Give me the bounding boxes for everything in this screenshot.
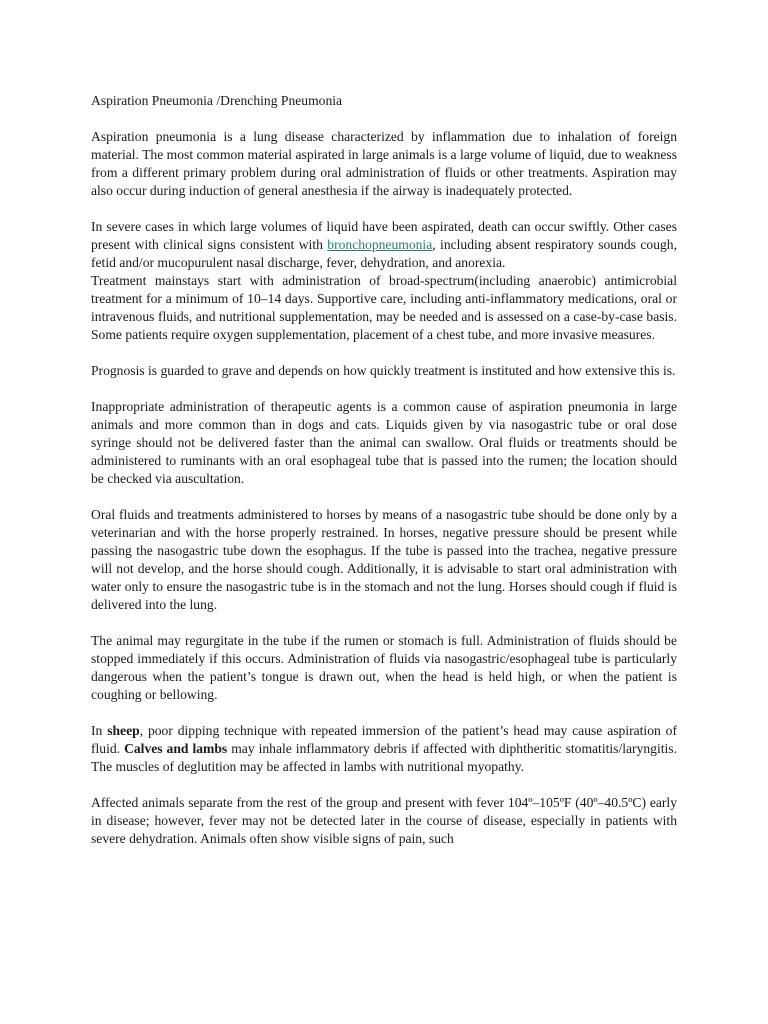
paragraph-sheep-text-1: In (91, 723, 108, 738)
paragraph-definition: Aspiration pneumonia is a lung disease characterized by inflammation due to inhalation of foreign material. The most common material aspirated in large animals is a large volume of liquid, due to weakness from a different primary problem during oral administration of fluids or other treatments. Aspiration may also occur during induction of general anesthesia if the airway is inadequately protected. (91, 129, 677, 198)
paragraph-prognosis: Prognosis is guarded to grave and depends on how quickly treatment is instituted and how extensive this is. (91, 363, 676, 378)
paragraph-horses: Oral fluids and treatments administered to horses by means of a nasogastric tube should be done only by a veterinarian and with the horse properly restrained. In horses, negative pressure should be present while passing the nasogastric tube down the esophagus. If the tube is passed into the trachea, negative pressure will not develop, and the horse should cough. Additionally, it is advisable to start oral administration with water only to ensure the nasogastric tube is in the stomach and not the lung. Horses should cough if fluid is delivered into the lung. (91, 507, 677, 612)
sheep-bold: sheep (107, 723, 140, 738)
paragraph-sheep-text-3: may inhale inflammatory debris if affected with diphtheritic stomatitis/laryngitis. The muscles of deglutition may be affected in lambs with nutritional myopathy. (91, 741, 677, 774)
paragraph-sheep-text-2: , poor dipping technique with repeated immersion of the patient’s head may cause aspiration of fluid. (91, 723, 677, 756)
paragraph-sheep-calves (91, 722, 677, 776)
document-title: Aspiration Pneumonia /Drenching Pneumonia (91, 93, 343, 108)
paragraph-regurgitation: The animal may regurgitate in the tube if the rumen or stomach is full. Administration of fluids should be stopped immediately if this occurs. Administration of fluids via nasogastric/esophageal tube is particularly dangerous when the patient’s tongue is drawn out, when the head is held high, or when the patient is coughing or bellowing. (91, 633, 677, 702)
document-body (91, 92, 677, 866)
paragraph-affected-animals: Affected animals separate from the rest of the group and present with fever 104º–105ºF (40º–40.5ºC) early in disease; however, fever may not be detected later in the course of disease, especially in patients with severe dehydration. Animals often show visible signs of pain, such (91, 795, 677, 846)
paragraph-causes: Inappropriate administration of therapeutic agents is a common cause of aspiration pneumonia in large animals and more common than in dogs and cats. Liquids given by via nasogastric tube or oral dose syringe should not be delivered faster than the animal can swallow. Oral fluids or treatments should be administered to ruminants with an oral esophageal tube that is passed into the rumen; the location should be checked via auscultation. (91, 399, 677, 486)
paragraph-clinical-signs-text-1: In severe cases in which large volumes of liquid have been aspirated, death can occur swiftly. Other cases present with clinical signs consistent with (91, 219, 677, 252)
bronchopneumonia-link[interactable]: bronchopneumonia (327, 237, 433, 252)
paragraph-clinical-signs (91, 218, 677, 272)
paragraph-treatment: Treatment mainstays start with administration of broad-spectrum(including anaerobic) antimicrobial treatment for a minimum of 10–14 days. Supportive care, including anti-inflammatory medications, oral or intravenous fluids, and nutritional supplementation, may be needed and is assessed on a case-by-case basis. Some patients require oxygen supplementation, placement of a chest tube, and more invasive measures. (91, 273, 677, 342)
calves-lambs-bold: Calves and lambs (124, 741, 228, 756)
paragraph-clinical-signs-text-2: , including absent respiratory sounds cough, fetid and/or mucopurulent nasal discharge, fever, dehydration, and anorexia. (91, 237, 677, 270)
